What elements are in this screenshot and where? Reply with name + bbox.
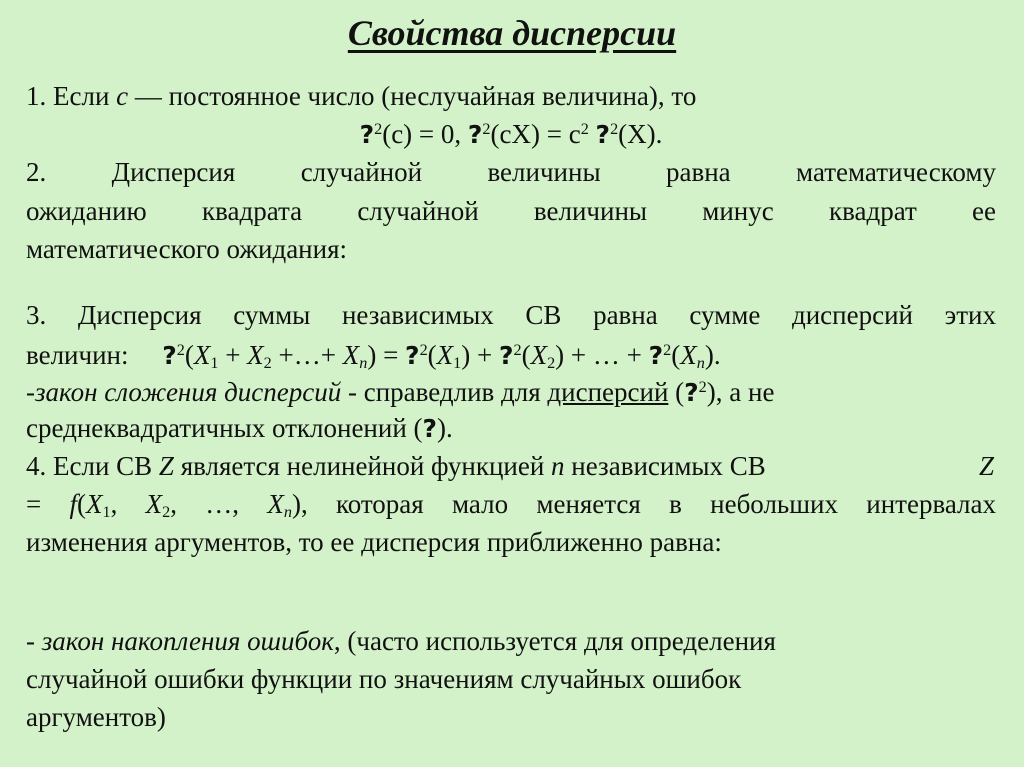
property-2-line-3: математического ожидания: — [26, 234, 347, 264]
unknown-symbol-icon: ? — [359, 120, 375, 149]
dispersions-link[interactable]: дисперсий — [547, 377, 669, 407]
property-1-line-1: 1. Если c — постоянное число (неслучайная величина), то — [26, 81, 697, 111]
property-3-line-1: 3. Дисперсия суммы независимых СВ равна сумме дисперсий этих — [26, 300, 996, 330]
property-4-line-1: 4. Если СВ Z является нелинейной функцией n независимых СВ Z — [26, 451, 994, 481]
property-4-line-3: изменения аргументов, то ее дисперсия приближенно равна: — [26, 527, 722, 557]
unknown-symbol-icon: ? — [498, 341, 514, 370]
slide-title: Свойства дисперсии — [347, 13, 677, 53]
unknown-symbol-icon: ? — [684, 378, 699, 407]
unknown-symbol-icon: ? — [422, 414, 438, 443]
unknown-symbol-icon: ? — [162, 341, 177, 370]
property-2-line-2: ожиданию квадрата случайной величины минус квадрат ее — [26, 196, 996, 226]
error-law-line-1: - закон накопления ошибок, (часто используется для определения — [26, 626, 776, 656]
unknown-symbol-icon: ? — [467, 120, 483, 149]
error-law-line-2: случайной ошибки функции по значениям случайных ошибок — [26, 664, 742, 694]
property-3-formula: величин: $?^2(X_1 + X_2$ +…+ $X_n$) = $?^2(X_1)$ + $?^2(X_2)$ + … + $?^2(X_n)$. — [26, 340, 721, 373]
property-3-law-line: -закон сложения дисперсий - справедлив для дисперсий (?$^2$), а не — [26, 377, 775, 407]
property-3-line-4: среднеквадратичных отклонений (?). — [26, 413, 453, 443]
unknown-symbol-icon: ? — [405, 341, 420, 370]
property-4-line-2: = $f(X_1$, $X_2$, …, $X_n$), которая мало меняется в небольших интервалах — [26, 489, 997, 522]
unknown-symbol-icon: ? — [648, 341, 664, 370]
property-2-line-1: 2. Дисперсия случайной величины равна математическому — [26, 157, 996, 187]
error-law-line-3: аргументов) — [26, 702, 166, 732]
unknown-symbol-icon: ? — [595, 120, 611, 149]
property-1-formula: ?$^2$(c) = 0, ?$^2$(cX) = $c^2$ ?$^2$(X). — [359, 119, 663, 149]
